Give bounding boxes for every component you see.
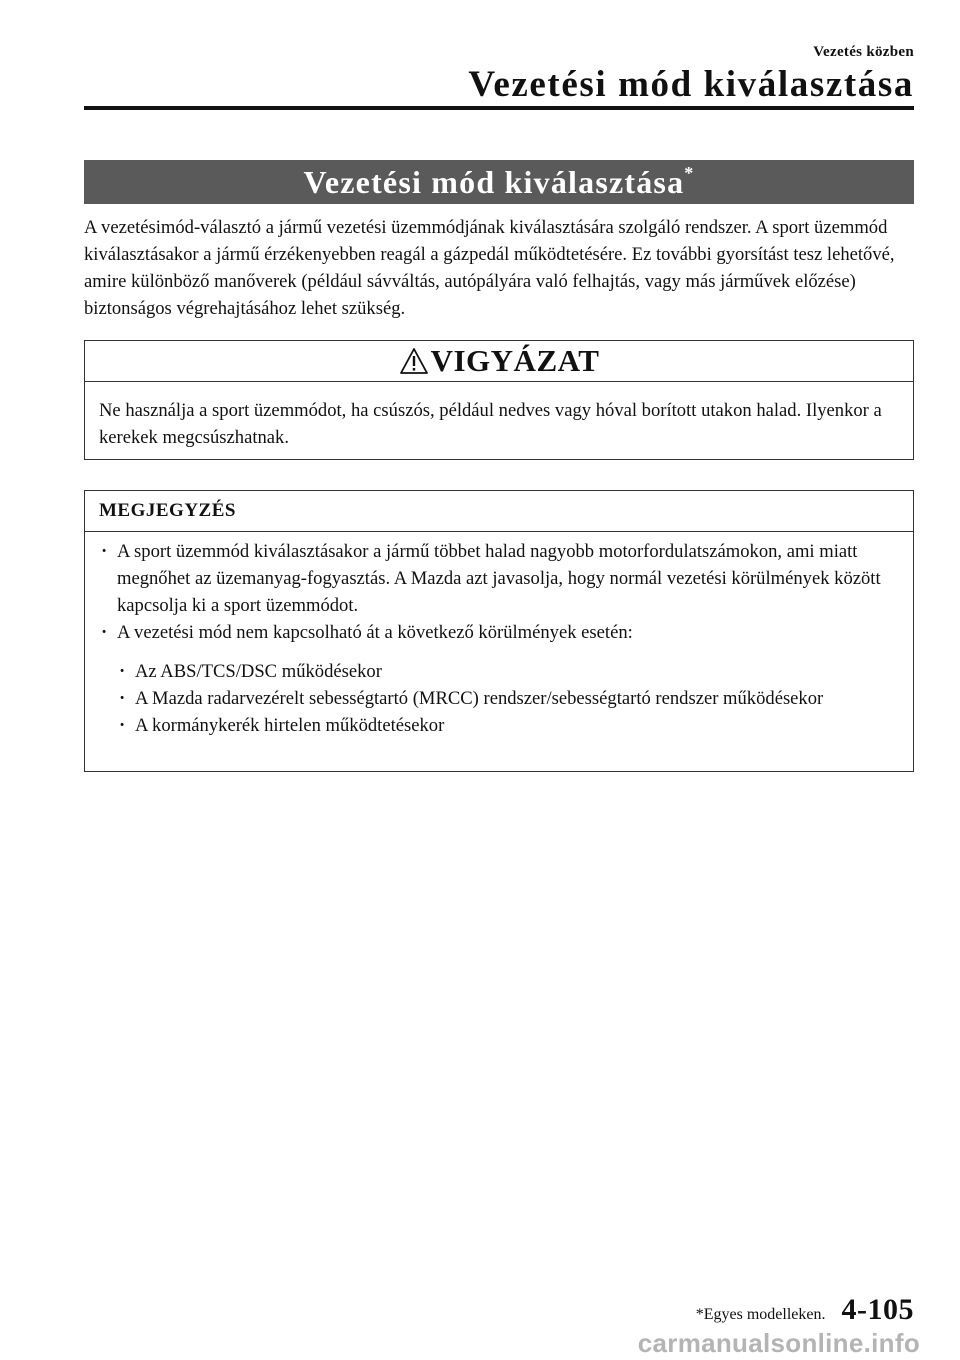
note-sub-item: · Az ABS/TCS/DSC működésekor xyxy=(117,658,899,685)
page-footer xyxy=(696,1293,914,1327)
warning-text: Ne használja a sport üzemmódot, ha csúszós, például nedves vagy hóval borított utakon halad. Ilyenkor a kerekek megcsúszhatnak. xyxy=(99,400,882,448)
intro-paragraph: A vezetésimód-választó a jármű vezetési üzemmódjának kiválasztására szolgáló rendszer. A sport üzemmód kiválasztásakor a jármű érzékenyebben reagál a gázpedál működtetésére. Ez további gyorsítást tesz lehetővé, amire különböző manőverek (például sávváltás, autópályára való felhajtás, vagy más járművek előzése) biztonságos végrehajtásához lehet szükség. xyxy=(84,217,895,319)
section-banner xyxy=(84,160,914,204)
page-number: 4-105 xyxy=(841,1293,914,1326)
note-title: MEGJEGYZÉS xyxy=(99,500,236,521)
warning-triangle-icon xyxy=(399,347,429,375)
running-title: Vezetési mód kiválasztása xyxy=(468,64,914,105)
header-divider xyxy=(84,106,914,110)
footnote: *Egyes modelleken. xyxy=(695,1306,826,1323)
note-sub-list xyxy=(99,658,899,739)
warning-title: VIGYÁZAT xyxy=(430,343,600,378)
page-header xyxy=(468,44,914,106)
note-sub-item: · A Mazda radarvezérelt sebességtartó (MRCC) rendszer/sebességtartó rendszer működésekor xyxy=(117,685,899,712)
note-header xyxy=(85,491,913,532)
note-box xyxy=(84,490,914,772)
note-sub-item: · A kormánykerék hirtelen működtetésekor xyxy=(117,712,899,739)
watermark: carmanualsonline.info xyxy=(637,1328,920,1358)
note-item: · A sport üzemmód kiválasztásakor a jármű többet halad nagyobb motorfordulatszámokon, ami miatt megnőhet az üzemanyag-fogyasztás. A Mazda azt javasolja, hogy normál vezetési körülmények között kapcsolja ki a sport üzemmódot. xyxy=(99,538,899,619)
note-item: · A vezetési mód nem kapcsolható át a következő körülmények esetén: xyxy=(99,619,899,646)
optional-equipment-marker: * xyxy=(684,163,695,183)
note-body xyxy=(85,532,913,739)
warning-header xyxy=(85,341,913,382)
section-title: Vezetési mód kiválasztása xyxy=(303,164,685,200)
warning-box xyxy=(84,340,914,460)
chapter-label: Vezetés közben xyxy=(813,44,914,60)
